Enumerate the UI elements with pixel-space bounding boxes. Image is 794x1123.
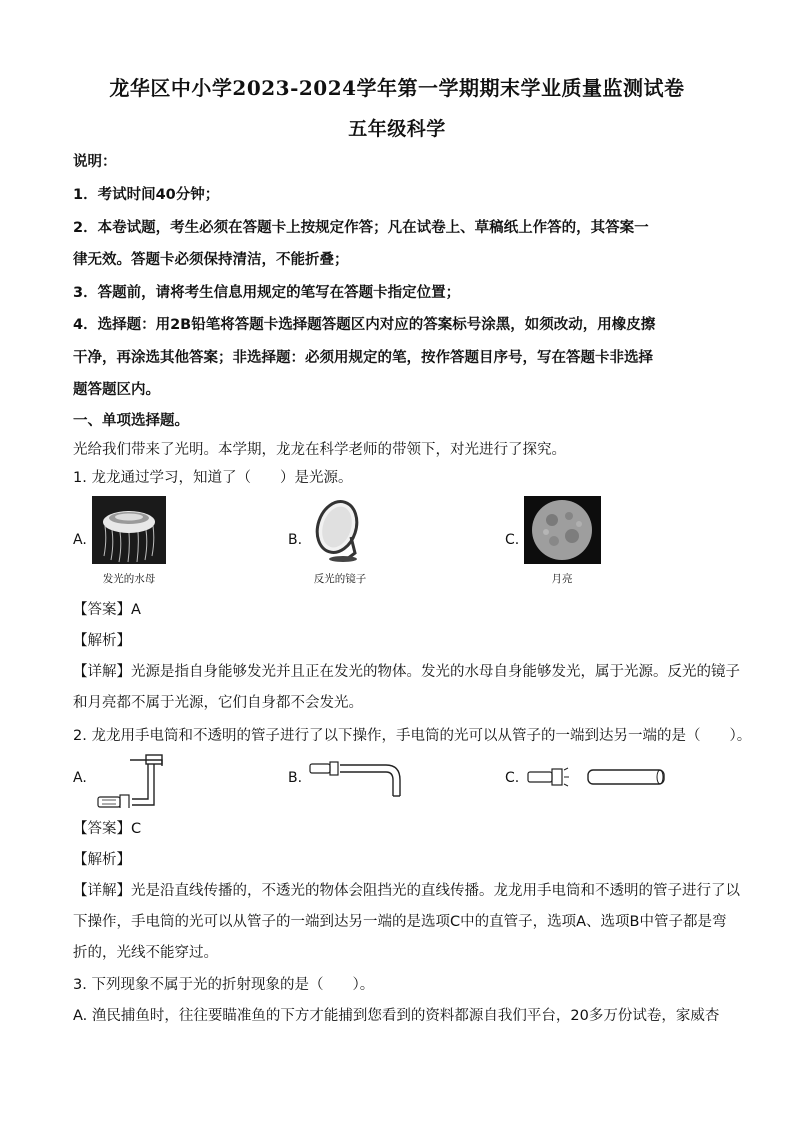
hook-pipe-flashlight-icon — [308, 758, 404, 798]
moon-icon — [524, 496, 601, 564]
q1-answer: 【答案】A — [73, 602, 141, 618]
section-heading: 一、单项选择题。 — [73, 413, 189, 429]
instruction-line: 1．考试时间40分钟； — [73, 187, 220, 203]
q1-detail-line: 和月亮都不属于光源，它们自身都不会发光。 — [73, 695, 363, 711]
instructions-heading: 说明： — [73, 154, 117, 170]
q1-option-b-caption: 反光的镜子 — [313, 573, 367, 585]
q2-detail-line: 【详解】光是沿直线传播的，不透光的物体会阻挡光的直线传播。龙龙用手电筒和不透明的管子进行了以 — [73, 883, 740, 899]
q1-option-c-letter: C. — [505, 532, 520, 548]
instruction-line: 律无效。答题卡必须保持清洁，不能折叠； — [73, 252, 349, 268]
instruction-line: 题答题区内。 — [73, 382, 160, 398]
exam-subtitle: 五年级科学 — [348, 118, 446, 140]
q1-option-c-caption: 月亮 — [551, 573, 573, 585]
q1-option-a-letter: A. — [73, 532, 87, 548]
q3-option-a: A. 渔民捕鱼时，往往要瞄准鱼的下方才能捕到您看到的资料都源自我们平台，20多万份试卷，家威杏 — [73, 1008, 720, 1024]
exam-title: 龙华区中小学2023-2024学年第一学期期末学业质量监测试卷 — [109, 76, 685, 100]
scenario-intro: 光给我们带来了光明。本学期，龙龙在科学老师的带领下，对光进行了探究。 — [73, 442, 566, 458]
q2-option-a-letter: A. — [73, 770, 87, 786]
reflecting-mirror-icon — [307, 497, 365, 563]
question-3-stem: 3. 下列现象不属于光的折射现象的是（ ）。 — [73, 977, 375, 993]
q1-option-b-letter: B. — [288, 532, 303, 548]
q2-detail-line: 折的，光线不能穿过。 — [73, 945, 218, 961]
instruction-line: 3．答题前，请将考生信息用规定的笔写在答题卡指定位置； — [73, 285, 461, 301]
q2-detail-line: 下操作，手电筒的光可以从管子的一端到达另一端的是选项C中的直管子，选项A、选项B中管子都是弯 — [73, 914, 727, 930]
instruction-line: 2．本卷试题，考生必须在答题卡上按规定作答；凡在试卷上、草稿纸上作答的，其答案一 — [73, 220, 649, 236]
q1-option-a-caption: 发光的水母 — [102, 573, 156, 585]
question-1-stem: 1. 龙龙通过学习，知道了（ ）是光源。 — [73, 470, 353, 486]
straight-pipe-flashlight-icon — [526, 766, 668, 788]
q2-option-b-letter: B. — [288, 770, 303, 786]
q1-detail-line: 【详解】光源是指自身能够发光并且正在发光的物体。发光的水母自身能够发光，属于光源。反光的镜子 — [73, 664, 740, 680]
q1-analysis-label: 【解析】 — [73, 633, 131, 649]
bent-pipe-flashlight-icon — [96, 752, 170, 808]
q2-analysis-label: 【解析】 — [73, 852, 131, 868]
q2-option-c-letter: C. — [505, 770, 520, 786]
q2-answer: 【答案】C — [73, 821, 142, 837]
instruction-line: 干净，再涂选其他答案；非选择题：必须用规定的笔，按作答题目序号，写在答题卡非选择 — [73, 350, 653, 366]
instruction-line: 4．选择题：用2B铅笔将答题卡选择题答题区内对应的答案标号涂黑，如须改动，用橡皮擦 — [73, 317, 656, 333]
glowing-jellyfish-icon — [92, 496, 166, 564]
question-2-stem: 2. 龙龙用手电筒和不透明的管子进行了以下操作，手电筒的光可以从管子的一端到达另一端的是（ ）。 — [73, 728, 752, 744]
